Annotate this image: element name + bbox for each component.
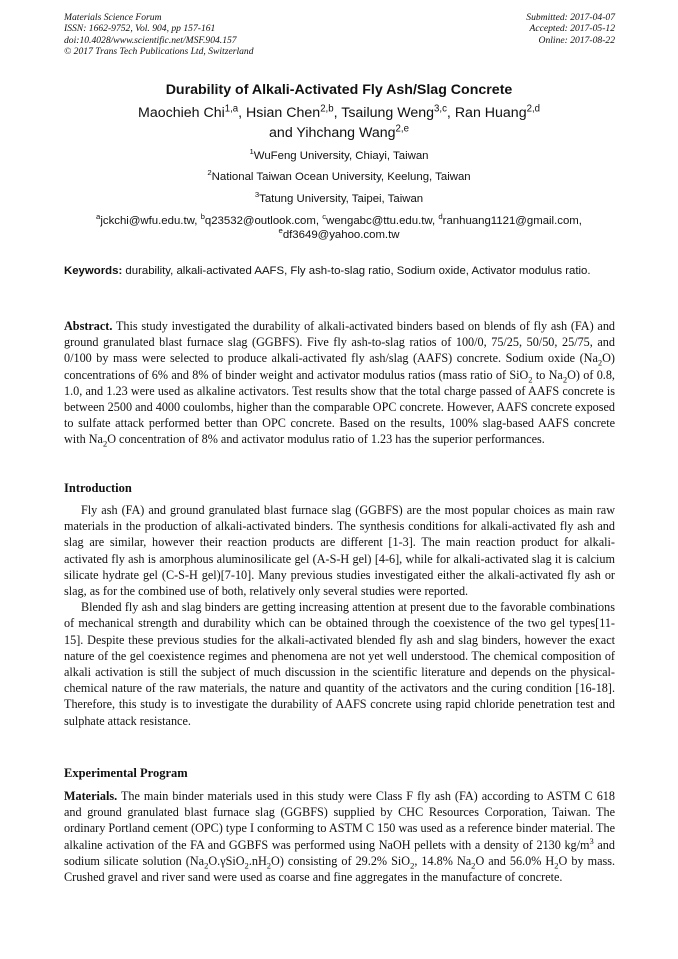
journal-header-right [526,12,615,46]
email-link[interactable]: df3649@yahoo.com.tw [282,229,400,242]
keywords-text: durability, alkali-activated AAFS, Fly ash-to-slag ratio, Sodium oxide, Activator modulus ratio. [125,265,591,277]
materials-paragraph: Materials. The main binder materials used in this study were Class F fly ash (FA) according to ASTM C 618 and ground granulated blast furnace slag (GGBFS) supplied by CHC Resources Corporation, Taiwan. The ordinary Portland cement (OPC) type I conforming to ASTM C 150 was used as a reference binder material. The alkaline activation of the FA and GGBFS was performed using NaOH pellets with a density of 2130 $kg/m^3$ and sodium silicate solution $(Na_2O.\gamma SiO_2.nH_2O)$ consisting of 29.2% SiO$_2$, 14.8% $Na_2O$ and 56.0% $H_2O$ by mass. Crushed gravel and river sand were used as coarse and fine aggregates in the manufacture of concrete. [64,789,616,885]
author-name: Yihchang Wang [296,124,396,141]
paper-title: Durability of Alkali-Activated Fly Ash/Slag Concrete [165,82,513,98]
materials-label: Materials. [64,789,118,803]
paragraph: Fly ash (FA) and ground granulated blast furnace slag (GGBFS) are the most popular choices as main raw materials in the production of alkali-activated binders. The synthesis conditions for alkali-activated fly ash and slag are similar, however their reaction products are different [1-3]. The main reaction product for alkali-activated fly ash is amorphous aluminosilicate gel (A-S-H gel) [4-6], while for alkali-activated slag it is calcium silicate hydrate gel (C-S-H gel)[7-10]. Many previous studies investigated either the alkali-activated fly ash or slag, as for the combined use of both, relatively only several studies were reported. [64,503,615,599]
submitted-date: Submitted: 2017-04-07 [526,12,615,23]
accepted-date: Accepted: 2017-05-12 [529,23,615,35]
affiliation: $^2$National Taiwan Ocean University, Keelung, Taiwan [207,168,471,183]
journal-header-left [64,12,254,58]
email-link[interactable]: jckchi@wfu.edu.tw, [100,215,198,227]
affiliation: $^3$Tatung University, Taipei, Taiwan [254,190,424,205]
keywords-label: Keywords: [64,265,123,277]
introduction-body [64,502,615,729]
journal-name: Materials Science Forum [64,12,162,23]
email-link[interactable]: wengabc@ttu.edu.tw, [326,215,436,227]
section-heading: Introduction [64,481,132,495]
online-date: Online: 2017-08-22 [538,34,615,46]
author-emails: $^a$jckchi@wfu.edu.tw, $^b$q23532@outlook.com, $^c$wengabc@ttu.edu.tw, $^d$ranhuang1121@gmail.com, $^e$df3649@yahoo.com.tw [96,212,582,242]
abstract: Abstract. This study investigated the durability of alkali-activated binders based on blends of fly ash (FA) and ground granulated blast furnace slag (GGBFS). Five fly ash-to-slag ratios of 100/0, 75/25, 50/50, 25/75, and 0/100 by mass were selected to produce alkali-activated fly ash/slag (AAFS) concrete. Sodium oxide $(Na_2O)$ concentrations of 6% and 8% of binder weight and activator modulus ratios (mass ratio of SiO$_2$ to $Na_2O$) of 0.8, 1.0, and 1.23 were used as alkaline activators. Test results show that the total charge passed of AAFS concrete is between 2500 and 4000 coulombs, higher than the comparable OPC concrete. However, AAFS concrete exposed to sulfate attack performed better than OPC concrete. Based on the results, 100% slag-based AAFS concrete with $Na_2O$ concentration of 8% and activator modulus ratio of 1.23 has the superior performances. [64,319,616,449]
abstract-label: Abstract. [64,319,113,333]
author-name: Tsailung Weng [341,105,435,121]
author-name: Maochieh Chi [138,105,225,121]
author-list: Maochieh Chi$^{1,a}$, Hsian Chen$^{2,b}$, Tsailung Weng$^{3,c}$, Ran Huang$^{2,d}$ and Yihchang Wang$^{2,e}$ [138,103,540,141]
section-heading: Experimental Program [64,766,188,780]
issn: ISSN: 1662-9752, Vol. 904, pp 157-161 [64,23,216,35]
email-link[interactable]: q23532@outlook.com, [204,215,320,227]
doi[interactable]: doi:10.4028/www.scientific.net/MSF.904.157 [64,34,237,46]
author-name: Ran Huang [454,105,527,121]
copyright: © 2017 Trans Tech Publications Ltd, Switzerland [64,46,254,58]
paragraph: Blended fly ash and slag binders are getting increasing attention at present due to the favorable combinations of mechanical strength and durability which can be obtained through the coexistence of the two gel types[11-15]. Despite these previous studies for the alkali-activated blended fly ash and slag binders, however the exact nature of the gel coexistence regimes and phenomena are not yet well understood. The chemical composition of alkali activation is still the subject of much discussion in the scientific literature and depends on the physical-chemical nature of the raw materials, the nature and quantity of the activators and the curing condition [16-18]. Therefore, this study is to investigate the durability of AAFS concrete using rapid chloride penetration test and sulphate attack resistance. [64,600,615,728]
email-link[interactable]: ranhuang1121@gmail.com, [442,215,582,227]
affiliation: $^1$WuFeng University, Chiayi, Taiwan [249,147,429,162]
author-name: Hsian Chen [246,105,321,121]
keywords [64,265,615,279]
